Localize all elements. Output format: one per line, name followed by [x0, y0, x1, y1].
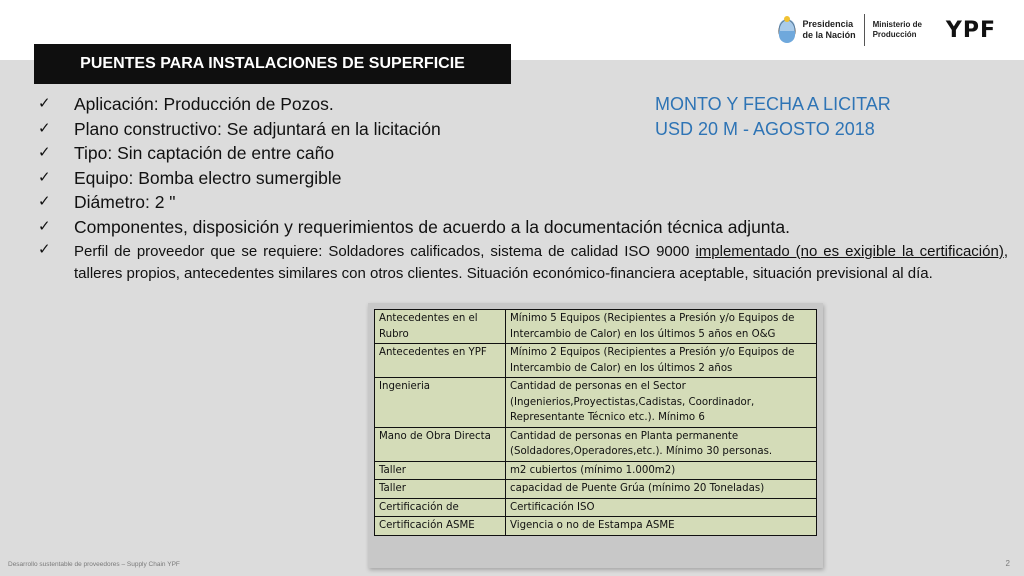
requirements-table-image	[368, 303, 823, 568]
de-la-nacion-line: de la Nación	[802, 30, 856, 40]
table-cell-label: Antecedentes en el Rubro	[375, 310, 506, 344]
requirements-table	[374, 309, 817, 536]
table-row	[375, 498, 817, 517]
page-number: 2	[1005, 559, 1010, 568]
presidencia-logo-text	[803, 19, 856, 41]
ypf-logo: YPF	[945, 17, 996, 43]
bullet-text-part1: Perfil de proveedor que se requiere: Soldadores calificados, sistema de calidad ISO 9000	[74, 243, 696, 260]
table-row	[375, 378, 817, 428]
monto-title: MONTO Y FECHA A LICITAR	[655, 94, 891, 114]
table-cell-label: Ingenieria	[375, 378, 506, 428]
ministerio-line: Ministerio de	[872, 20, 922, 29]
bullet-text: Aplicación: Producción de Pozos.	[74, 94, 334, 114]
checkmark-icon: ✓	[38, 119, 51, 137]
table-row	[375, 344, 817, 378]
bullet-text: Diámetro: 2 "	[74, 192, 176, 212]
bullet-item	[38, 190, 1008, 215]
bullet-text: Componentes, disposición y requerimientos de acuerdo a la documentación técnica adjunta.	[74, 216, 790, 237]
table-row	[375, 461, 817, 480]
ministerio-logo-text	[873, 20, 946, 40]
logos	[777, 12, 996, 48]
bullet-item-proveedor	[38, 239, 1008, 285]
table-cell-value: capacidad de Puente Grúa (mínimo 20 Toneladas)	[506, 480, 817, 499]
table-cell-value: Cantidad de personas en Planta permanente (Soldadores,Operadores,etc.). Mínimo 30 personas.	[506, 427, 817, 461]
monto-value: USD 20 M - AGOSTO 2018	[655, 119, 875, 139]
table-cell-value: Certificación ISO	[506, 498, 817, 517]
bullet-text: Tipo: Sin captación de entre caño	[74, 143, 335, 163]
table-cell-label: Taller	[375, 480, 506, 499]
table-row	[375, 517, 817, 536]
bullet-text: Equipo: Bomba electro sumergible	[74, 167, 342, 188]
checkmark-icon: ✓	[38, 95, 51, 112]
checkmark-icon: ✓	[38, 217, 51, 235]
presidencia-line: Presidencia	[802, 19, 854, 29]
checkmark-icon: ✓	[38, 144, 51, 161]
bullet-item	[38, 166, 1008, 191]
table-cell-label: Certificación ASME	[375, 517, 506, 536]
table-cell-value: Cantidad de personas en el Sector (Ingenierios,Proyectistas,Cadistas, Coordinador, Representante Técnico etc.). Mínimo 6	[506, 378, 817, 428]
footer-text: Desarrollo sustentable de proveedores – Supply Chain YPF	[8, 561, 180, 568]
produccion-line: Producción	[872, 30, 917, 39]
table-cell-label: Taller	[375, 461, 506, 480]
table-cell-label: Mano de Obra Directa	[375, 427, 506, 461]
table-cell-label: Certificación de	[375, 498, 506, 517]
checkmark-icon: ✓	[38, 241, 51, 258]
bullet-item	[38, 141, 1008, 166]
table-cell-value: m2 cubiertos (mínimo 1.000m2)	[506, 461, 817, 480]
table-cell-value: Vigencia o no de Estampa ASME	[506, 517, 817, 536]
bullet-text-part2: , talleres propios, antecedentes similares con otros clientes. Situación económico-financiera aceptable, situación previsional al día.	[74, 243, 1008, 282]
table-cell-value: Mínimo 2 Equipos (Recipientes a Presión y/o Equipos de Intercambio de Calor) en los últimos 2 años	[506, 344, 817, 378]
logo-divider	[864, 14, 865, 46]
bullet-text-underlined: implementado (no es exigible la certificación)	[695, 243, 1004, 260]
monto-fecha	[655, 92, 891, 142]
table-row	[375, 310, 817, 344]
bullet-text: Plano constructivo: Se adjuntará en la licitación	[74, 118, 441, 139]
bullet-item	[38, 215, 1008, 240]
argentina-shield-icon	[777, 15, 797, 45]
table-row	[375, 480, 817, 499]
table-cell-value: Mínimo 5 Equipos (Recipientes a Presión y/o Equipos de Intercambio de Calor) en los últimos 5 años en O&G	[506, 310, 817, 344]
checkmark-icon: ✓	[38, 193, 51, 210]
table-row	[375, 427, 817, 461]
table-cell-label: Antecedentes en YPF	[375, 344, 506, 378]
checkmark-icon: ✓	[38, 168, 51, 186]
slide-title: PUENTES PARA INSTALACIONES DE SUPERFICIE	[34, 44, 511, 84]
